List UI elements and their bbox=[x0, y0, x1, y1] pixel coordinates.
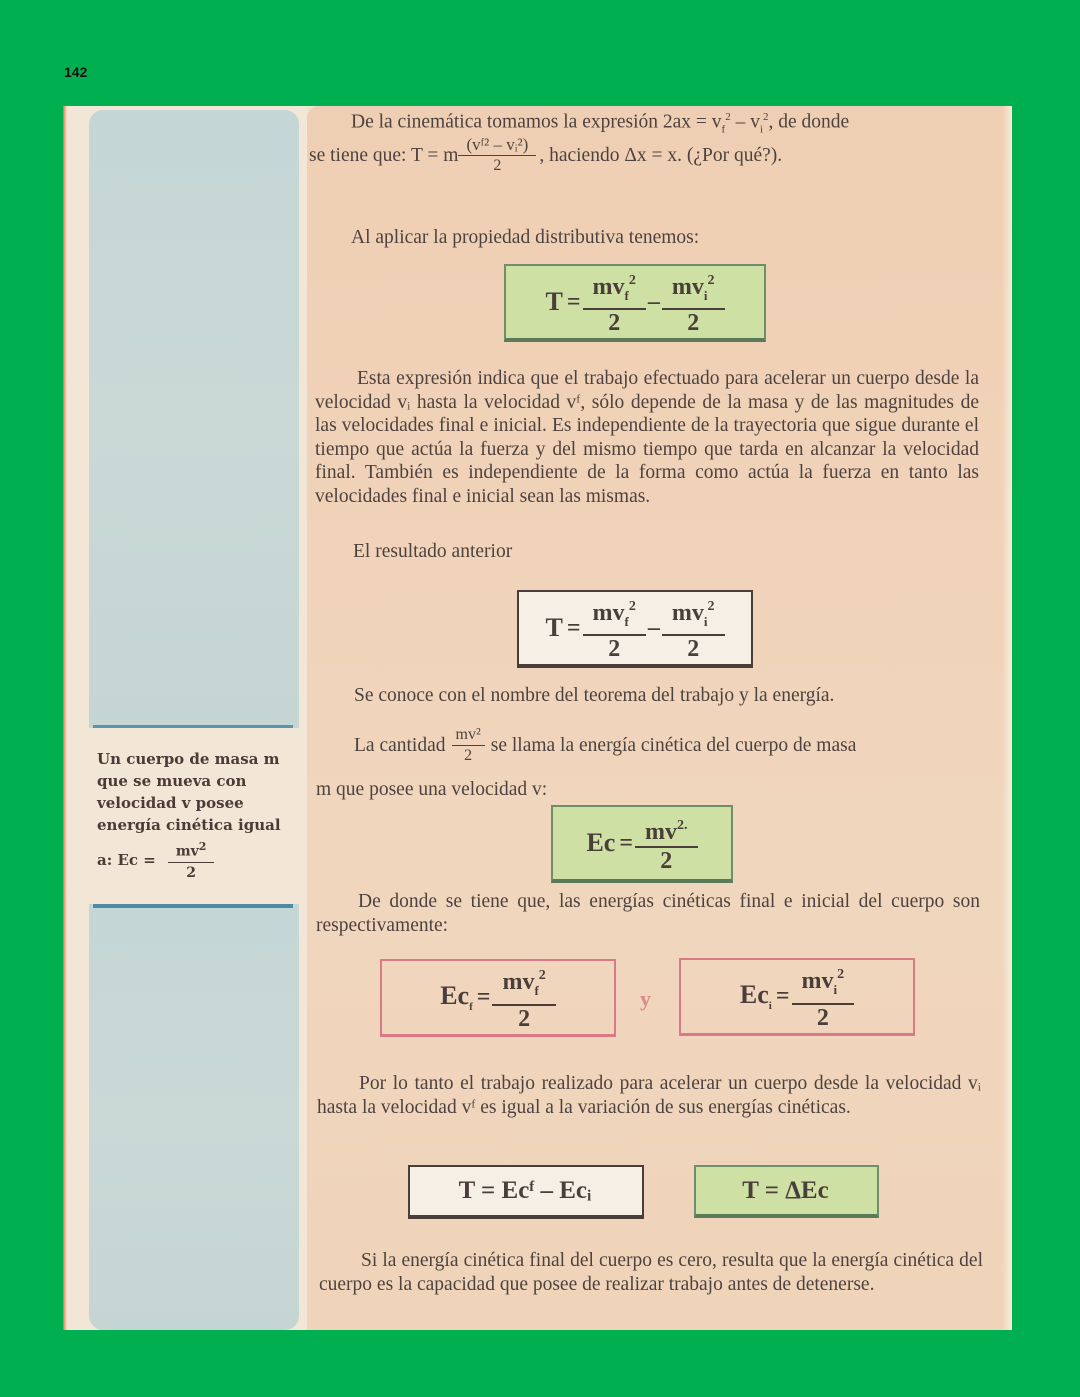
fraction-denominator: 2 bbox=[816, 1004, 829, 1031]
exponent: 2 bbox=[707, 272, 715, 288]
subscript: i bbox=[703, 287, 708, 303]
fraction bbox=[635, 813, 698, 874]
equals-sign: = bbox=[566, 614, 581, 641]
formula-lhs: T bbox=[545, 287, 563, 316]
margin-column bbox=[67, 106, 307, 1330]
paragraph-conclusion: Por lo tanto el trabajo realizado para acelerar un cuerpo desde la velocidad vᵢ hasta la velocidad vᶠ es igual a la variación de sus energías cinéticas. bbox=[317, 1073, 981, 1118]
margin-note bbox=[97, 748, 297, 882]
fraction-denominator: 2 bbox=[660, 847, 673, 874]
formula-lhs: T bbox=[545, 613, 563, 642]
formula-text: T = Ecᶠ – Ecᵢ bbox=[458, 1177, 592, 1204]
subscript: f bbox=[624, 613, 629, 629]
fraction-denominator: 2 bbox=[186, 864, 197, 881]
margin-note-line: que se mueva con bbox=[97, 772, 247, 790]
fraction-numerator: mv bbox=[671, 273, 704, 300]
fraction bbox=[583, 594, 646, 663]
margin-formula bbox=[97, 838, 297, 882]
fraction-denominator: 2 bbox=[608, 310, 621, 337]
subscript: i bbox=[759, 123, 764, 136]
paragraph-distributive: Al aplicar la propiedad distributiva tenemos: bbox=[351, 227, 700, 248]
subscript: f bbox=[624, 287, 629, 303]
fraction-denominator: 2 bbox=[608, 636, 621, 663]
fraction-numerator: mv bbox=[671, 599, 704, 626]
exponent: 2 bbox=[707, 598, 715, 614]
subscript: f bbox=[469, 1001, 473, 1014]
exponent: 2 bbox=[628, 272, 636, 288]
fraction-numerator: mv bbox=[592, 273, 625, 300]
exponent: 2 bbox=[198, 840, 207, 853]
paragraph-theorem-name: Se conoce con el nombre del teorema del trabajo y la energía. bbox=[354, 685, 835, 706]
exponent: 2 bbox=[538, 968, 546, 984]
paragraph-kinematics: De la cinemática tomamos la expresión $2ax = v_f^2 - v_i^2$, de donde bbox=[351, 111, 850, 136]
subscript: f bbox=[534, 982, 539, 998]
main-column bbox=[307, 106, 1012, 1330]
formula-lhs bbox=[740, 980, 772, 1012]
velocity-fraction bbox=[458, 136, 536, 175]
fraction-numerator: mv bbox=[645, 818, 678, 845]
fraction bbox=[583, 268, 646, 337]
paragraph-kinetic-quantity bbox=[354, 726, 1004, 765]
fraction-numerator: mv bbox=[502, 969, 535, 996]
formula-lhs bbox=[440, 981, 473, 1013]
exponent: 2 bbox=[628, 598, 636, 614]
fraction-denominator: 2 bbox=[518, 1005, 531, 1032]
formula-initial-kinetic-energy bbox=[679, 958, 915, 1036]
equals-sign: = bbox=[619, 829, 634, 856]
subscript: i bbox=[703, 613, 708, 629]
exponent: 2 bbox=[763, 111, 769, 123]
formula-work-energy-white bbox=[517, 590, 753, 668]
formula-work-delta-ec bbox=[694, 1165, 879, 1218]
paragraph-kinematics-line2 bbox=[309, 136, 989, 175]
fraction bbox=[662, 268, 725, 337]
fraction-denominator: 2 bbox=[493, 157, 502, 174]
margin-formula-fraction bbox=[168, 838, 215, 882]
exponent: 2. bbox=[677, 817, 688, 833]
subscript: i bbox=[833, 981, 838, 997]
margin-note-line: energía cinética igual bbox=[97, 816, 281, 834]
text-span: La cantidad bbox=[354, 734, 446, 756]
text-span: se llama la energía cinética del cuerpo de masa bbox=[490, 734, 857, 756]
subscript: f bbox=[721, 123, 726, 136]
fraction bbox=[662, 594, 725, 663]
formula-work-energy-green bbox=[504, 264, 766, 342]
text-span: Ec bbox=[739, 980, 769, 1010]
conjunction-y: y bbox=[640, 986, 651, 1011]
minus-sign: – bbox=[647, 288, 660, 315]
equals-sign: = bbox=[775, 983, 790, 1009]
paragraph-explanation: Esta expresión indica que el trabajo efectuado para acelerar un cuerpo desde la velocidad vᵢ hasta la velocidad vᶠ, sólo depende de la masa y de las magnitudes de las velocidades final e inicial. Es independiente de la trayectoria que sigue durante el tiempo que actúa la fuerza y del mismo tiempo que tarda en alcanzar la velocidad final. También es independiente de la forma como actúa la fuerza en tanto las velocidades final e inicial sean las mismas. bbox=[315, 368, 979, 507]
formula-work-difference bbox=[408, 1165, 644, 1219]
formula-text: T = ΔEc bbox=[742, 1176, 829, 1204]
text-span: Ec bbox=[440, 981, 470, 1011]
paragraph-kinetic-quantity-line2: m que posee una velocidad v: bbox=[316, 779, 548, 800]
equals-sign: = bbox=[566, 288, 581, 315]
fraction-numerator: mv bbox=[175, 843, 199, 860]
formula-kinetic-energy bbox=[551, 805, 733, 883]
fraction-numerator: mv bbox=[801, 968, 834, 995]
kinetic-fraction bbox=[452, 726, 485, 765]
equals-sign: = bbox=[476, 984, 491, 1010]
fraction bbox=[492, 963, 555, 1032]
formula-lhs: Ec bbox=[586, 828, 616, 857]
fraction-numerator: (vᶠ² – vᵢ²) bbox=[458, 136, 536, 156]
margin-panel-bottom bbox=[89, 904, 299, 1330]
fraction-denominator: 2 bbox=[687, 310, 700, 337]
margin-formula-prefix: a: Ec = bbox=[97, 850, 156, 869]
page-number: 142 bbox=[64, 64, 88, 80]
fraction-numerator: mv² bbox=[452, 726, 485, 746]
subscript: i bbox=[768, 1000, 772, 1013]
formula-final-kinetic-energy bbox=[380, 959, 616, 1037]
margin-panel-top bbox=[89, 110, 299, 728]
text-span: De la cinemática tomamos la expresión 2ax = v bbox=[351, 111, 722, 133]
text-span: , haciendo Δx = x. (¿Por qué?). bbox=[539, 144, 783, 166]
fraction-numerator: mv bbox=[592, 599, 625, 626]
fraction-denominator: 2 bbox=[464, 747, 473, 764]
margin-note-line: Un cuerpo de masa m bbox=[97, 750, 280, 768]
fraction-denominator: 2 bbox=[687, 636, 700, 663]
minus-sign: – bbox=[647, 614, 660, 641]
text-span: , de donde bbox=[768, 111, 850, 133]
paragraph-energies: De donde se tiene que, las energías cinéticas final e inicial del cuerpo son respectivamente: bbox=[316, 891, 980, 936]
exponent: 2 bbox=[837, 967, 845, 983]
paragraph-final: Si la energía cinética final del cuerpo es cero, resulta que la energía cinética del cuerpo es la capacidad que posee de realizar trabajo antes de detenerse. bbox=[319, 1250, 983, 1295]
exponent: 2 bbox=[725, 111, 731, 123]
margin-note-line: velocidad v posee bbox=[97, 794, 244, 812]
paragraph-previous-result: El resultado anterior bbox=[353, 541, 513, 562]
textbook-page bbox=[63, 106, 1012, 1330]
text-span: se tiene que: T = m bbox=[309, 144, 459, 166]
fraction bbox=[792, 962, 855, 1031]
